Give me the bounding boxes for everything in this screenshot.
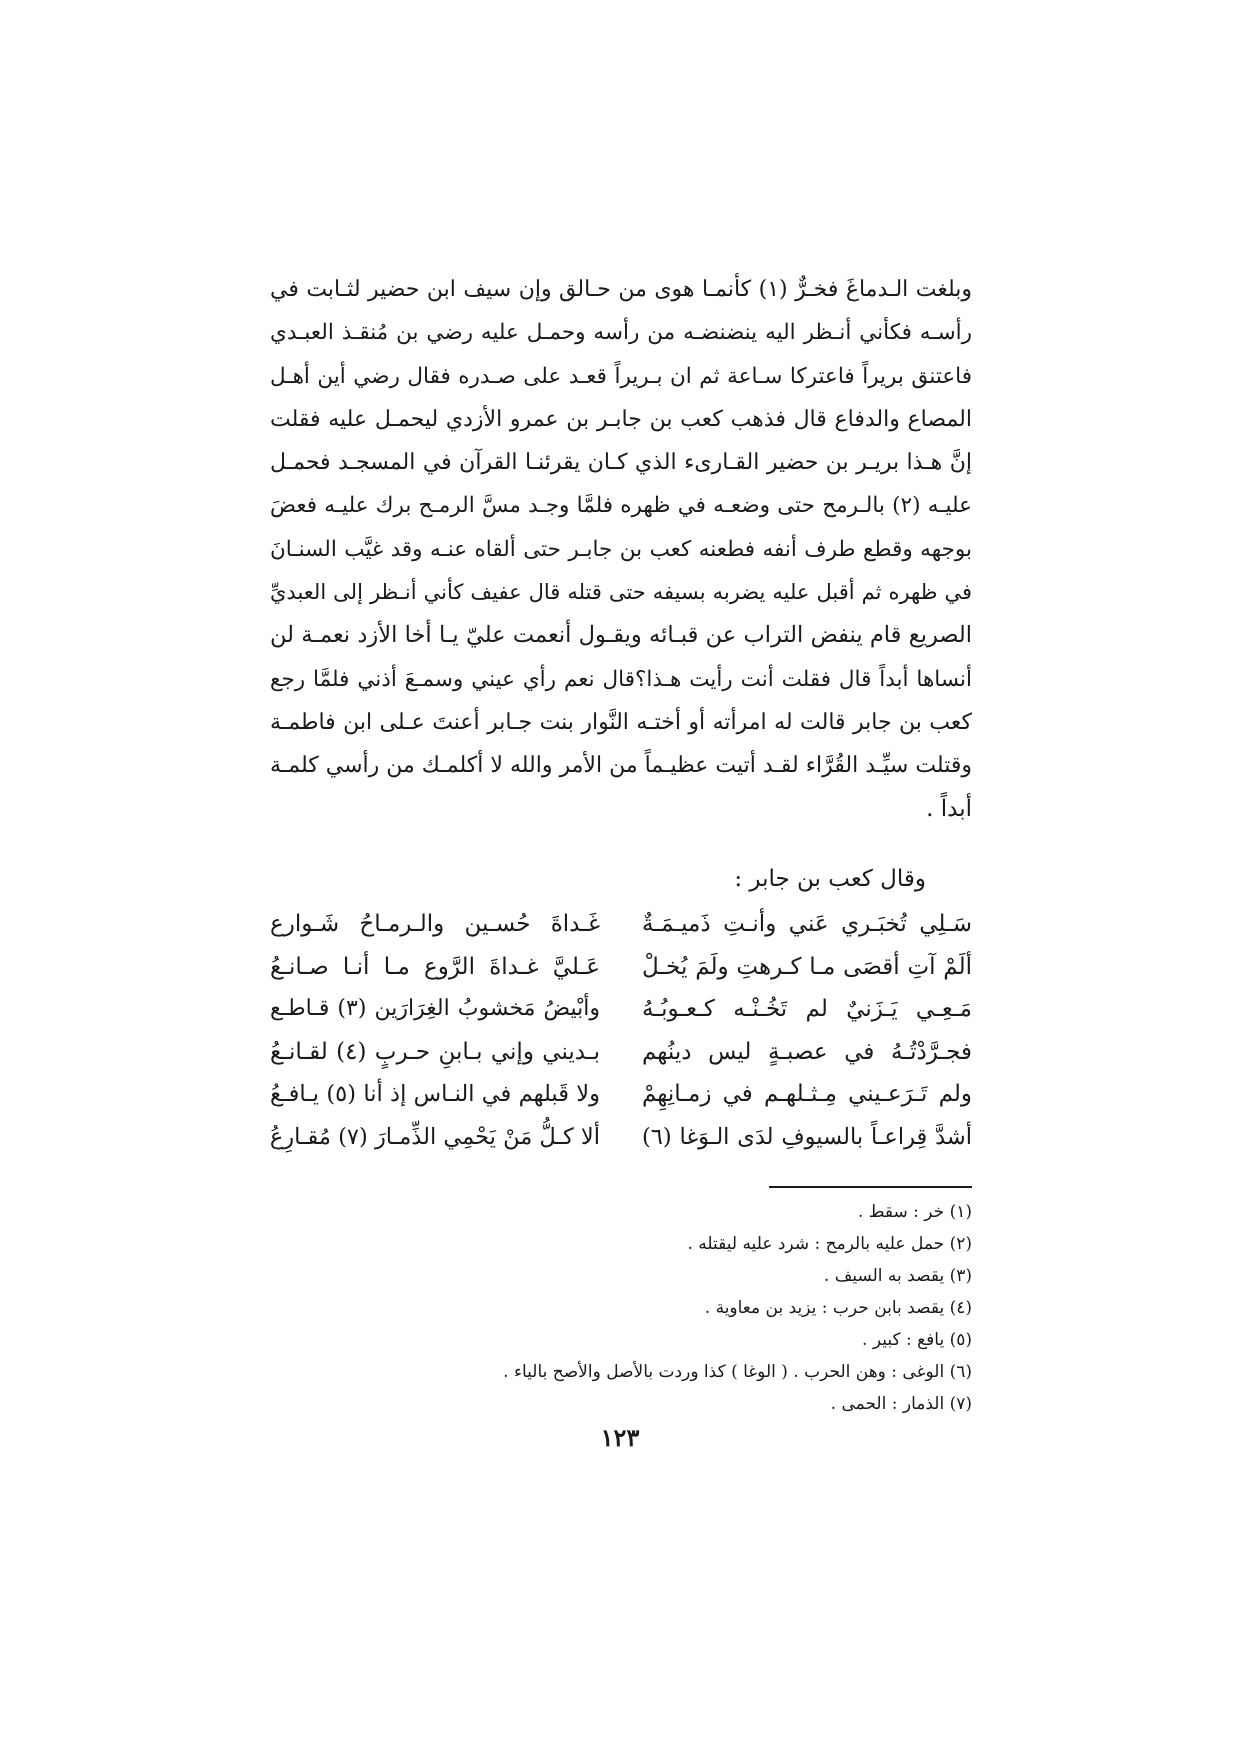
verse-second-hemistich: وأبْيضُ مَخشوبُ الغِرَارَين (٣) قـاطـع	[270, 996, 601, 1021]
paragraph-line: إنَّ هـذا بريـر بن حضير القـارىء الذي كـان يقرئنـا القرآن في المسجـد فحمـل	[270, 450, 972, 476]
paragraph-line: أبداً .	[926, 795, 972, 822]
verse-second-hemistich: ألا كـلُّ مَنْ يَحْمِي الذِّمـارَ (٧) مُقـارِعُ	[269, 1123, 600, 1150]
paragraph-line: وبلغت الـدماغَ فخـرٌّ (١) كأنمـا هوى من حـالق وإن سيف ابن حضير لثـابت في	[270, 277, 972, 302]
verse-second-hemistich: بـديني وإني بـابنِ حـربٍ (٤) لقـانـعُ	[270, 1038, 600, 1065]
verse-second-hemistich: غَـداةَ حُسـين والـرمـاحُ شَـوارع	[270, 911, 600, 937]
paragraph-line: الصريع قام ينفض التراب عن قبـائه ويقـول أنعمت عليّ يـا أخا الأزد نعمـة لن	[270, 622, 972, 649]
poem-verse	[270, 903, 972, 946]
verse-second-hemistich: ولا قَبلهم في النـاس إذ أنا (٥) يـافـعُ	[270, 1081, 601, 1107]
main-paragraph	[270, 268, 972, 831]
poem-verse	[270, 1116, 972, 1159]
poem	[270, 903, 972, 1158]
poem-verse	[270, 1031, 972, 1074]
paragraph-line: أنساها أبداً قال فقلت أنت رأيت هـذا؟قال نعم رأي عيني وسمـعَ أذني فلمَّا رجع	[270, 666, 972, 692]
paragraph-line: عليـه (٢) بالـرمح حتى وضعـه في ظهره فلمَّا وجـد مسَّ الرمـح برك عليـه فعضَ	[270, 493, 972, 519]
paragraph-line: فاعتنق بريراً فاعتركا سـاعة ثم ان بـريراً قعـد على صـدره فقال رضي أين أهـل	[270, 363, 972, 389]
paragraph-line: المصاع والدفاع قال فذهب كعب بن جابـر بن عمرو الأزدي ليحمـل عليه فقلت	[270, 406, 972, 432]
verse-second-hemistich: عَـليَّ غـداةَ الرَّوع مـا أنـا صـانـعُ	[270, 953, 600, 980]
footnote-divider	[769, 1186, 972, 1188]
page-number: ١٢٣	[600, 1423, 640, 1452]
footnotes	[270, 1196, 972, 1420]
poem-verse	[270, 946, 972, 989]
footnote: (٣) يقصد به السيف .	[823, 1266, 972, 1286]
footnote: (٥) يافع : كبير .	[862, 1330, 972, 1350]
verse-first-hemistich: سَـلِي تُخبَـري عَني وأنـتِ ذَميـمَـةٌ	[642, 911, 972, 937]
paragraph-line: وقتلت سيِّـد القُرَّاء لقـد أتيت عظيـماً من الأمر والله لا أكلمـك من رأسي كلمـة	[270, 753, 972, 779]
footnote: (٤) يقصد بابن حرب : يزيد بن معاوية .	[704, 1298, 972, 1318]
verse-first-hemistich: مَـعِـي يَـزَنيٌ لم تَخُـنْـه كـعـوبُـهُ	[642, 996, 972, 1022]
paragraph-line: كعب بن جابر قالت له امرأته أو أختـه النَّوار بنت جـابر أعنتَ عـلى ابن فاطمـة	[270, 709, 972, 735]
verse-first-hemistich: ولم تَـرَعـيني مِـثـلهـم في زمـانِهِمْ	[642, 1081, 972, 1107]
poem-intro: وقال كعب بن جابر :	[734, 866, 926, 892]
poem-verse	[270, 988, 972, 1031]
footnote: (٢) حمل عليه بالرمح : شرد عليه ليقتله .	[687, 1234, 972, 1254]
paragraph-line: في ظهره ثم أقبل عليه يضربه بسيفه حتى قتله قال عفيف كأني أنـظر إلى العبديِّ	[270, 580, 972, 605]
paragraph-line: رأسـه فكأني أنـظر اليه ينضنضـه من رأسه وحمـل عليه رضي بن مُنقـذ العبـدي	[270, 320, 972, 346]
footnote: (١) خر : سقط .	[857, 1202, 972, 1222]
paragraph-line: بوجهه وقطع طرف أنفه فطعنه كعب بن جابـر حتى ألقاه عنـه وقد غيَّب السنـانَ	[270, 536, 972, 562]
verse-first-hemistich: ألَمْ آتِ أقصَى مـا كـرهتِ ولَمَ يُخـلْ	[642, 953, 972, 980]
verse-first-hemistich: فجـرَّدْتُـهُ في عصبـةٍ ليس دينُهم	[642, 1038, 972, 1065]
verse-first-hemistich: أشدَّ قِراعـاً بالسيوفِ لدَى الـوَغا (٦)	[642, 1123, 972, 1150]
footnote: (٦) الوغى : وهن الحرب . ( الوغا ) كذا وردت بالأصل والأصح بالياء .	[503, 1362, 972, 1382]
poem-verse	[270, 1073, 972, 1116]
footnote: (٧) الذمار : الحمى .	[830, 1394, 972, 1414]
